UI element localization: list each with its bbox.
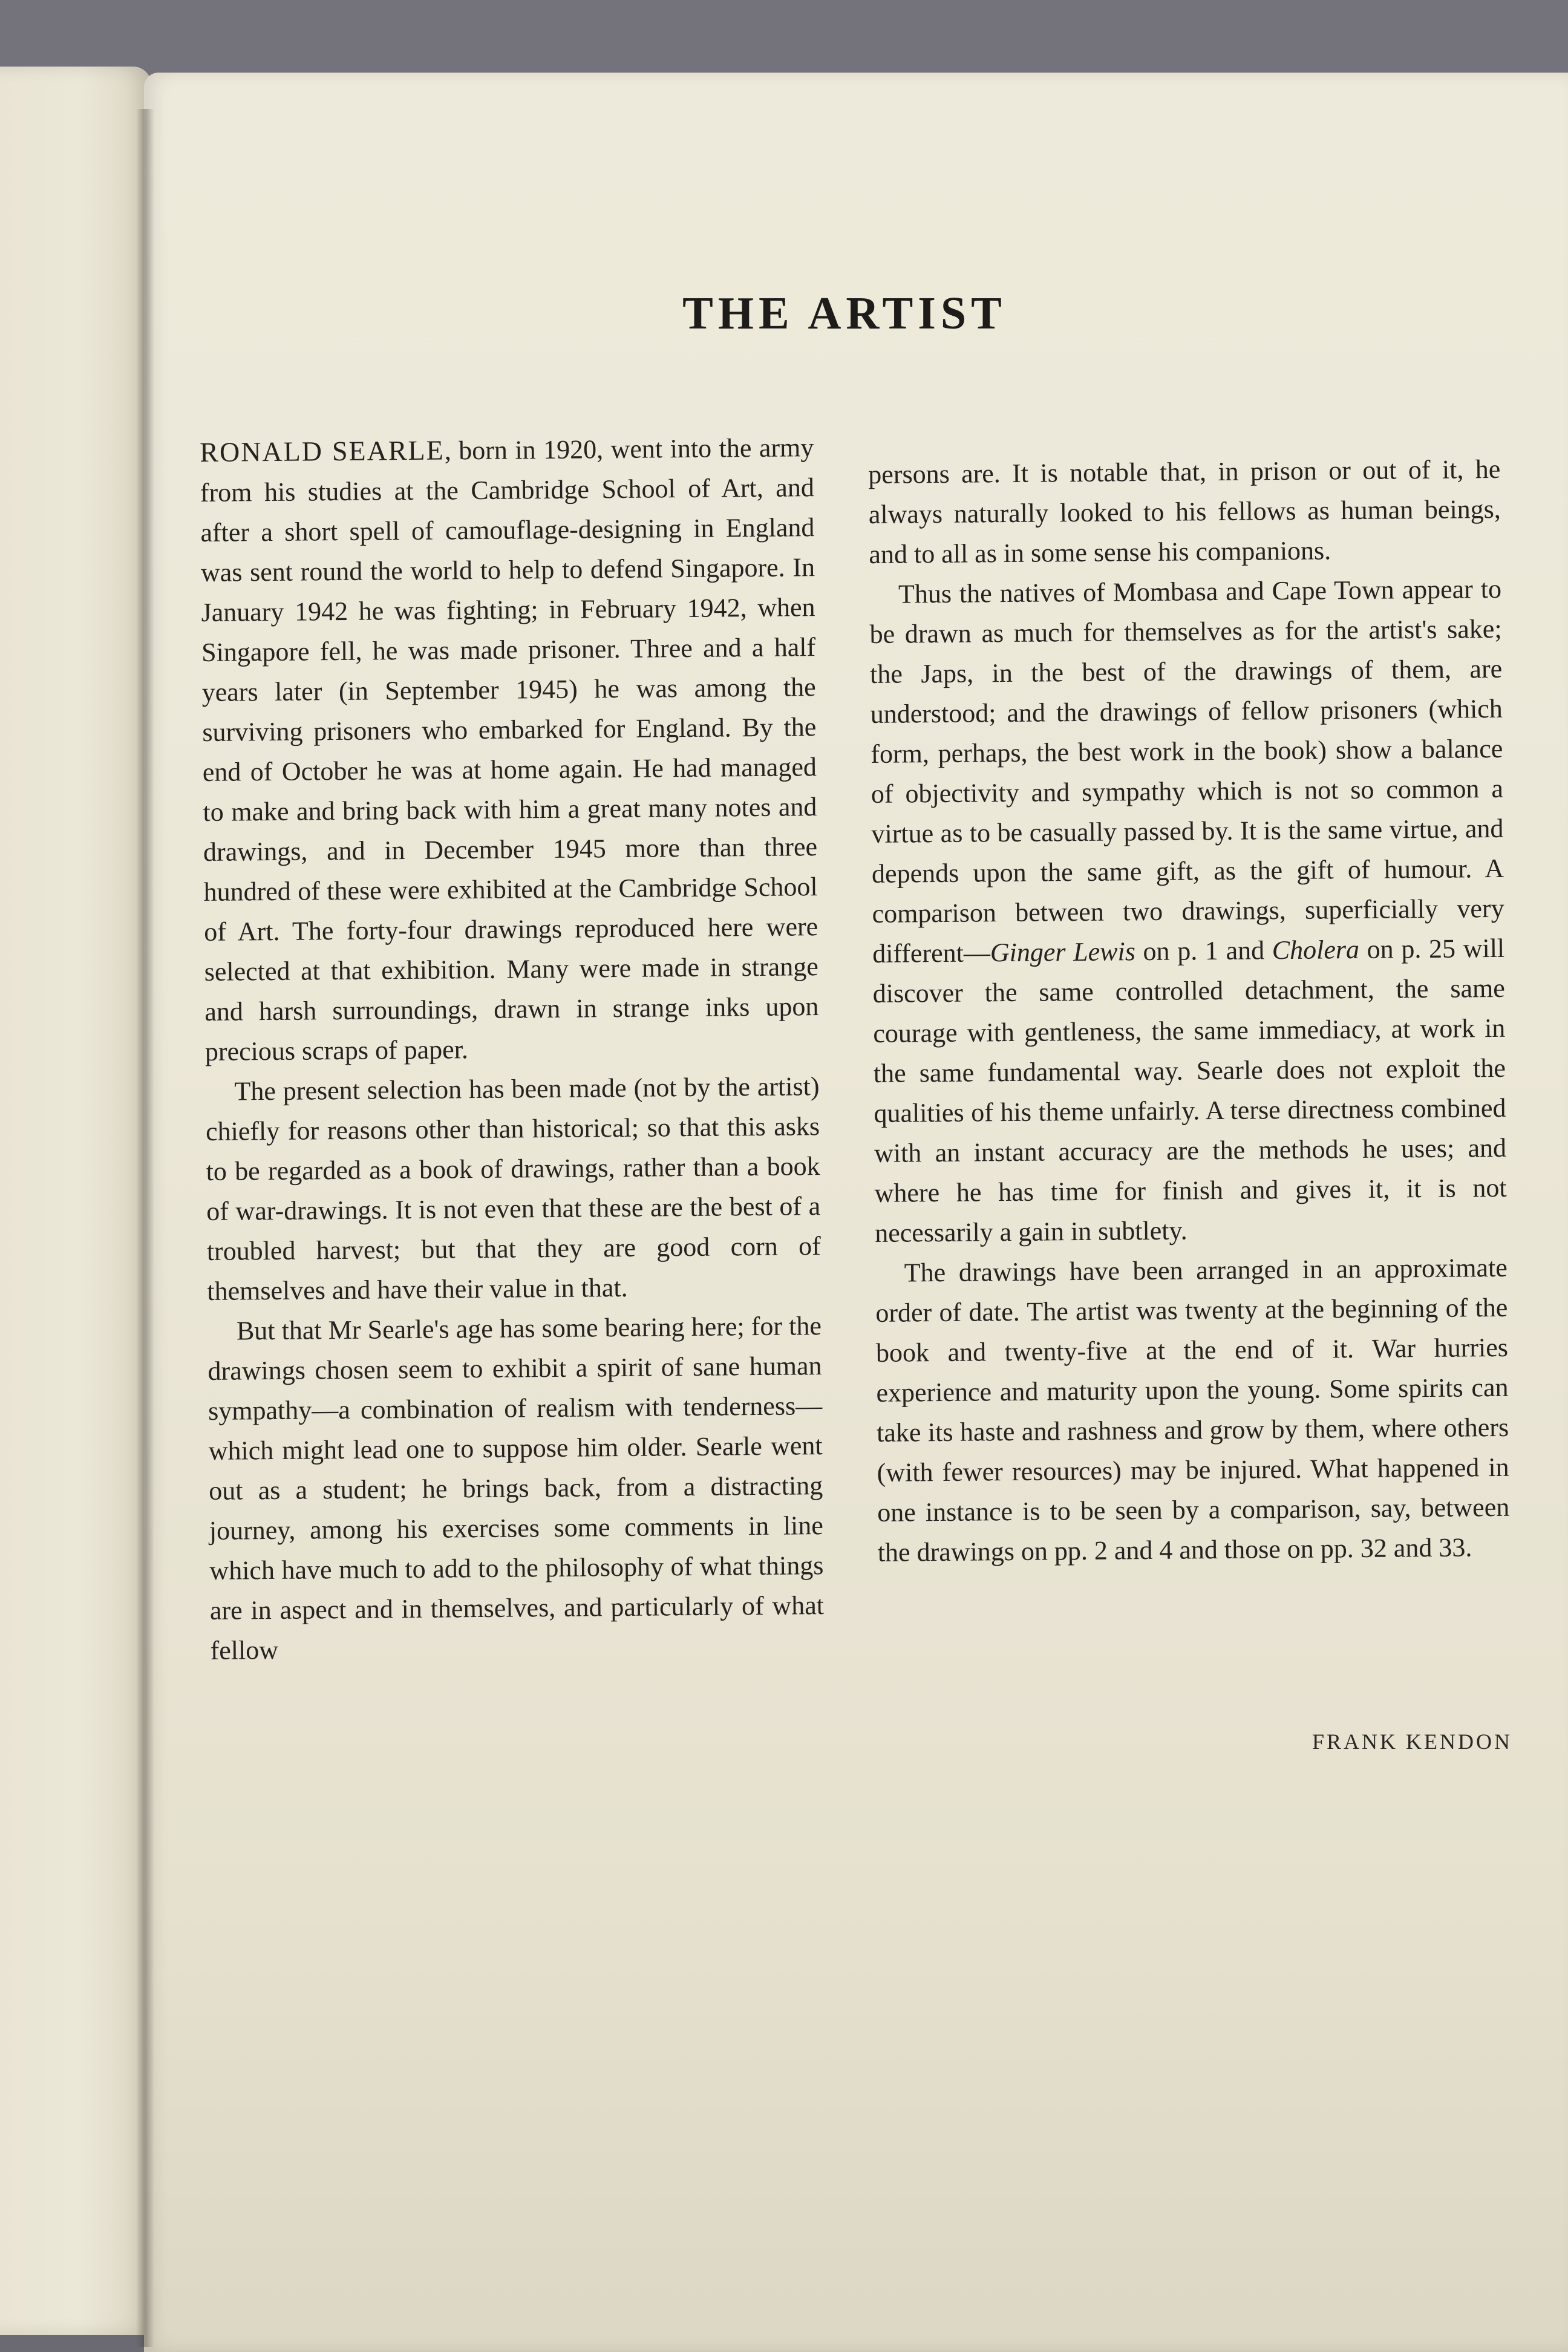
paragraph-5-text-a: Thus the natives of Mombasa and Cape Town appear to be drawn as much for themselves as for the artist's sake; the Japs, in the best of the drawings of them, are understood; and the drawings of fellow prisoners (which form, perhaps, the best work in the book) show a balance of objectivity and sympathy which is not so common a virtue as to be casually passed by. It is the same virtue, and depends upon the same gift, as the gift of humour. A comparison between two drawings, superficially very different— [869,573,1504,969]
left-facing-page [0,67,151,2335]
paragraph-5-text-b: on p. 1 and [1135,935,1272,967]
drawing-title-cholera: Cholera [1272,934,1360,965]
drawing-title-ginger-lewis: Ginger Lewis [990,936,1136,968]
paragraph-1-text: , born in 1920, went into the army from his studies at the Cambridge School of Art, and after a short spell of camouflage-designing in England was sent round the world to help to defend Singapore. In January 1942 he was fighting; in February 1942, when Singapore fell, he was made prisoner. Three and a half years later (in September 1945) he was among the surviving prisoners who embarked for England. By the end of October he was at home again. He had managed to make and bring back with him a great many notes and drawings, and in December 1945 more than three hundred of these were exhibited at the Cambridge School of Art. The forty-four drawings reproduced here were selected at that exhibition. Many were made in strange and harsh surroundings, drawn in strange inks upon precious scraps of paper. [200,433,819,1067]
paragraph-5-text-c: on p. 25 will discover the same controlled detachment, the same courage with gentleness, the same immediacy, at work in the same fundamental way. Searle does not exploit the qualities of his theme unfairly. A terse directness combined with an instant accuracy are the methods he uses; and where he has time for finish and gives it, it is not necessarily a gain in subtlety. [872,933,1507,1248]
page-title: THE ARTIST [682,288,1007,339]
author-name-smallcaps: RONALD SEARLE [200,434,445,468]
paragraph-2: The present selection has been made (not by the artist) chiefly for reasons other than historical; so that this asks to be regarded as a book of drawings, rather than a book of war-drawings. It is not even that these are the best of a troubled harvest; but that they are good corn of themselves and have their value in that. [205,1071,821,1306]
right-text-column [868,449,1510,1573]
paragraph-1 [200,427,819,1072]
book-gutter [136,109,154,2347]
paragraph-4: persons are. It is notable that, in prison or out of it, he always naturally looked to his fellows as human beings, and to all as in some sense his companions. [868,454,1501,569]
paragraph-3: But that Mr Searle's age has some bearing here; for the drawings chosen seem to exhibit a spirit of sane human sympathy—a combination of realism with tenderness—which might lead one to suppose him older. Searle went out as a student; he brings back, from a distracting journey, among his exercises some comments in line which have much to add to the philosophy of what things are in aspect and in themselves, and particularly of what fellow [207,1311,825,1665]
paragraph-5 [869,569,1508,1253]
author-signature: FRANK KENDON [1312,1730,1512,1754]
left-text-column [200,427,825,1671]
paragraph-6: The drawings have been arranged in an approximate order of date. The artist was twenty at the beginning of the book and twenty-five at the end of it. War hurries experience and maturity upon the young. Some spirits can take its haste and rashness and grow by them, where others (with fewer resources) may be injured. What happened in one instance is to be seen by a comparison, say, between the drawings on pp. 2 and 4 and those on pp. 32 and 33. [875,1252,1510,1567]
